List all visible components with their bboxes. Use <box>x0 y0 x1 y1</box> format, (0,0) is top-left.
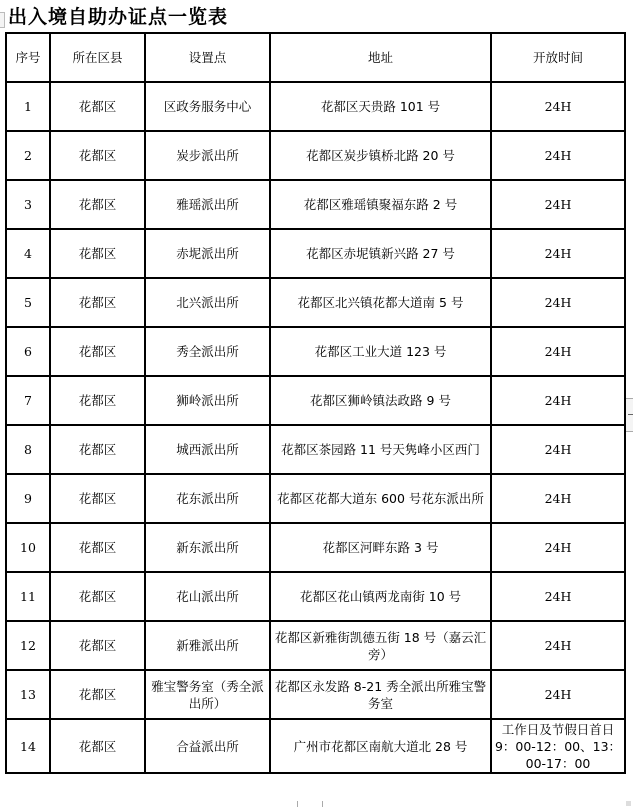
row-site: 新雅派出所 <box>145 621 270 670</box>
table-row <box>6 572 625 621</box>
row-number: 11 <box>6 572 50 621</box>
document-title: 出入境自助办证点一览表 <box>8 6 229 28</box>
table-row <box>6 670 625 719</box>
row-site: 城西派出所 <box>145 425 270 474</box>
table-row <box>6 131 625 180</box>
table-row <box>6 621 625 670</box>
row-address: 花都区花都大道东 600 号花东派出所 <box>270 474 491 523</box>
row-hours: 24H <box>491 474 625 523</box>
row-site: 区政务服务中心 <box>145 82 270 131</box>
row-address: 花都区新雅街凯德五街 18 号（嘉云汇旁） <box>270 621 491 670</box>
row-number: 14 <box>6 719 50 773</box>
service-points-table <box>5 32 626 774</box>
row-district: 花都区 <box>50 425 145 474</box>
row-hours: 24H <box>491 327 625 376</box>
row-address: 花都区工业大道 123 号 <box>270 327 491 376</box>
row-number: 9 <box>6 474 50 523</box>
header-hours: 开放时间 <box>491 33 625 82</box>
row-hours: 24H <box>491 229 625 278</box>
row-address: 花都区赤坭镇新兴路 27 号 <box>270 229 491 278</box>
table-row <box>6 376 625 425</box>
row-district: 花都区 <box>50 229 145 278</box>
row-hours: 24H <box>491 523 625 572</box>
row-number: 2 <box>6 131 50 180</box>
row-number: 5 <box>6 278 50 327</box>
row-number: 4 <box>6 229 50 278</box>
row-district: 花都区 <box>50 131 145 180</box>
table-row <box>6 278 625 327</box>
table-move-handle[interactable] <box>0 12 5 28</box>
row-number: 3 <box>6 180 50 229</box>
row-address: 花都区炭步镇桥北路 20 号 <box>270 131 491 180</box>
row-hours: 24H <box>491 621 625 670</box>
row-number: 1 <box>6 82 50 131</box>
row-address: 花都区茶园路 11 号天隽峰小区西门 <box>270 425 491 474</box>
row-district: 花都区 <box>50 82 145 131</box>
scroll-handle[interactable] <box>626 398 633 432</box>
row-site: 炭步派出所 <box>145 131 270 180</box>
row-address: 花都区北兴镇花都大道南 5 号 <box>270 278 491 327</box>
row-site: 赤坭派出所 <box>145 229 270 278</box>
row-site: 雅瑶派出所 <box>145 180 270 229</box>
row-site: 雅宝警务室（秀全派出所） <box>145 670 270 719</box>
row-site: 合益派出所 <box>145 719 270 773</box>
table-row <box>6 425 625 474</box>
row-address: 花都区花山镇两龙南街 10 号 <box>270 572 491 621</box>
row-site: 北兴派出所 <box>145 278 270 327</box>
row-hours: 24H <box>491 131 625 180</box>
row-number: 8 <box>6 425 50 474</box>
row-number: 7 <box>6 376 50 425</box>
row-hours: 24H <box>491 278 625 327</box>
row-address: 花都区狮岭镇法政路 9 号 <box>270 376 491 425</box>
row-district: 花都区 <box>50 670 145 719</box>
row-site: 秀全派出所 <box>145 327 270 376</box>
row-district: 花都区 <box>50 327 145 376</box>
table-row <box>6 327 625 376</box>
header-no: 序号 <box>6 33 50 82</box>
row-district: 花都区 <box>50 180 145 229</box>
row-site: 新东派出所 <box>145 523 270 572</box>
row-district: 花都区 <box>50 523 145 572</box>
row-hours: 24H <box>491 82 625 131</box>
row-number: 6 <box>6 327 50 376</box>
table-row <box>6 474 625 523</box>
table-row <box>6 82 625 131</box>
row-address: 花都区永发路 8-21 秀全派出所雅宝警务室 <box>270 670 491 719</box>
row-number: 10 <box>6 523 50 572</box>
row-hours: 24H <box>491 572 625 621</box>
row-district: 花都区 <box>50 719 145 773</box>
ruler-marker <box>297 801 323 807</box>
header-district: 所在区县 <box>50 33 145 82</box>
row-district: 花都区 <box>50 621 145 670</box>
row-number: 13 <box>6 670 50 719</box>
table-row <box>6 719 625 773</box>
table-row <box>6 180 625 229</box>
header-address: 地址 <box>270 33 491 82</box>
table-row <box>6 523 625 572</box>
table-header-row <box>6 33 625 82</box>
row-hours: 工作日及节假日首日 9：00-12：00、13：00-17：00 <box>491 719 625 773</box>
row-number: 12 <box>6 621 50 670</box>
table-row <box>6 229 625 278</box>
row-address: 花都区河畔东路 3 号 <box>270 523 491 572</box>
row-site: 花山派出所 <box>145 572 270 621</box>
row-district: 花都区 <box>50 376 145 425</box>
row-address: 花都区雅瑶镇聚福东路 2 号 <box>270 180 491 229</box>
row-site: 狮岭派出所 <box>145 376 270 425</box>
resize-corner[interactable] <box>626 801 631 806</box>
row-address: 广州市花都区南航大道北 28 号 <box>270 719 491 773</box>
row-district: 花都区 <box>50 474 145 523</box>
header-site: 设置点 <box>145 33 270 82</box>
row-district: 花都区 <box>50 278 145 327</box>
row-address: 花都区天贵路 101 号 <box>270 82 491 131</box>
row-district: 花都区 <box>50 572 145 621</box>
row-hours: 24H <box>491 670 625 719</box>
row-site: 花东派出所 <box>145 474 270 523</box>
row-hours: 24H <box>491 376 625 425</box>
row-hours: 24H <box>491 180 625 229</box>
row-hours: 24H <box>491 425 625 474</box>
